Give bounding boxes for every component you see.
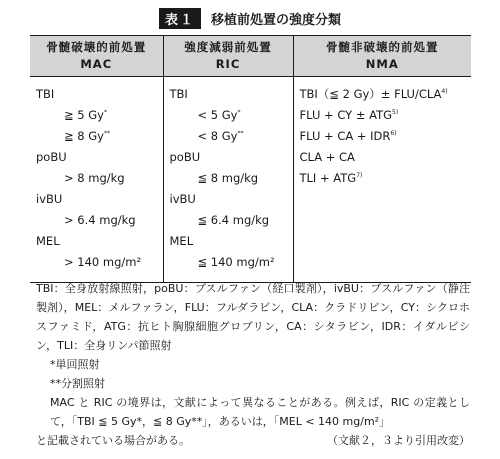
footnote-fractionated: **分割照射: [50, 377, 105, 390]
mac-line: ivBU: [36, 192, 63, 206]
header-ric: 強度減弱前処置 RIC: [163, 36, 293, 77]
definition-note-end: と記載されている場合がある。 （文献２，３より引用改変）: [36, 431, 470, 450]
table-caption: [0, 8, 500, 29]
nma-line: TBI（≦ 2 Gy）± FLU/$CLA^{4)}$: [299, 87, 448, 101]
header-nma: 骨髄非破壊的前処置 NMA: [293, 36, 471, 77]
cell-mac: [30, 77, 163, 283]
mac-line: TBI: [36, 87, 55, 101]
table-notes: [36, 279, 470, 450]
mac-line: poBU: [36, 150, 67, 164]
mac-line: > 8 mg/kg: [64, 171, 125, 185]
mac-line: ≧ 8 Gy**: [64, 129, 110, 143]
definition-note: MAC と RIC の境界は，文献によって異なることがある。例えば，RIC の定義として，「TBI ≦ 5 Gy*，≦ 8 Gy**」，あるいは，「MEL < 140 mg/m²」: [50, 396, 470, 428]
nma-line: FLU + CA + $IDR^{6)}$: [299, 129, 397, 143]
table-title: 移植前処置の強度分類: [211, 13, 342, 28]
ric-line: ivBU: [169, 192, 196, 206]
header-mac: 骨髄破壊的前処置 MAC: [30, 36, 163, 77]
mac-line: > 140 mg/m²: [64, 255, 142, 269]
nma-line: FLU + CY ± $ATG^{5)}$: [299, 108, 399, 122]
ric-line: < 8 Gy**: [197, 129, 244, 143]
ric-line: < 5 Gy*: [197, 108, 241, 122]
mac-line: MEL: [36, 234, 60, 248]
source-citation: （文献２，３より引用改変）: [327, 434, 470, 447]
nma-line: TLI + $ATG^{7)}$: [299, 171, 363, 185]
ric-line: ≦ 8 mg/kg: [197, 171, 259, 185]
conditioning-table: [30, 35, 471, 283]
table-number: 表１: [159, 8, 201, 29]
ric-line: poBU: [169, 150, 201, 164]
mac-line: ≧ 5 Gy*: [64, 108, 107, 122]
ric-line: TBI: [169, 87, 188, 101]
ric-line: ≦ 6.4 mg/kg: [197, 213, 270, 227]
ric-line: MEL: [169, 234, 194, 248]
footnote-single: *単回照射: [50, 358, 100, 371]
abbreviation-note: TBI：全身放射線照射，poBU：ブスルファン（経口製剤），ivBU：ブスルファン（静注製剤），MEL：メルファラン，FLU：フルダラビン，CLA：クラドリビン，CY：シクロホスファミド，ATG：抗ヒト胸腺細胞グロブリン，CA：シタラビン，IDR：イダルビシン，TLI：全身リンパ節照射: [36, 282, 470, 352]
cell-ric: [163, 77, 293, 283]
ric-line: ≦ 140 mg/m²: [197, 255, 275, 269]
mac-line: > 6.4 mg/kg: [64, 213, 136, 227]
cell-nma: [293, 77, 471, 283]
nma-line: CLA + CA: [299, 150, 355, 164]
